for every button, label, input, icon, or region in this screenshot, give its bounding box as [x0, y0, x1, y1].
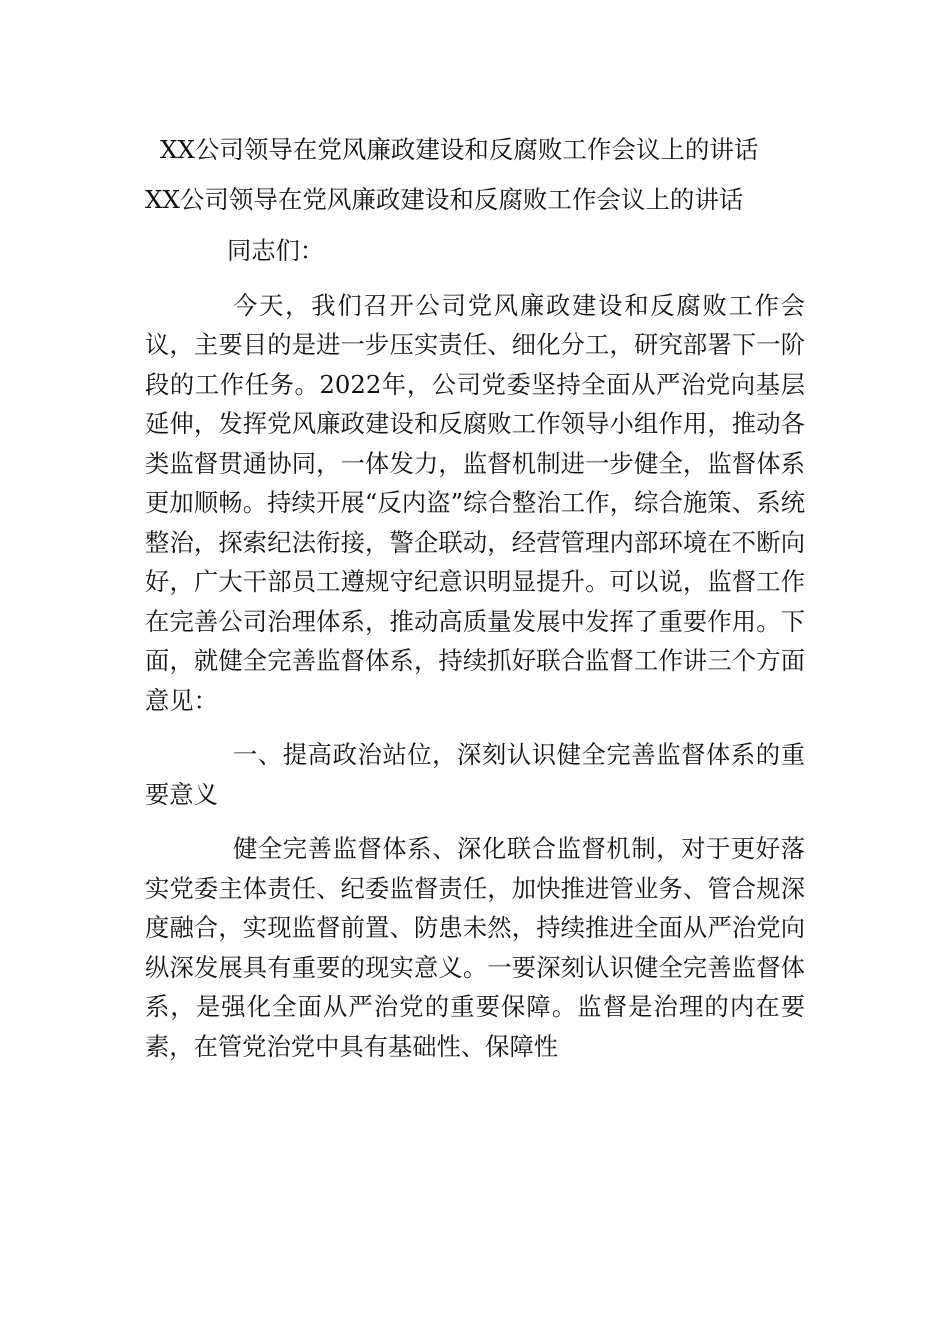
- document-title-line-1: XX公司领导在党风廉政建设和反腐败工作会议上的讲话: [160, 135, 759, 164]
- greeting: 同志们：: [227, 236, 325, 265]
- document-title-line-2: XX公司领导在党风廉政建设和反腐败工作会议上的讲话: [145, 185, 744, 214]
- paragraph-1: 今天，我们召开公司党风廉政建设和反腐败工作会议，主要目的是进一步压实责任、细化分工，研究部署下一阶段的工作任务。2022年，公司党委坚持全面从严治党向基层延伸，发挥党风廉政建设和反腐败工作领导小组作用，推动各类监督贯通协同，一体发力，监督机制进一步健全，监督体系更加顺畅。持续开展“反内盗”综合整治工作，综合施策、系统整治，探索纪法衔接，警企联动，经营管理内部环境在不断向好，广大干部员工遵规守纪意识明显提升。可以说，监督工作在完善公司治理体系，推动高质量发展中发挥了重要作用。下面，就健全完善监督体系，持续抓好联合监督工作讲三个方面意见：: [145, 290, 805, 715]
- document-body: [145, 231, 805, 1081]
- paragraph-2: 健全完善监督体系、深化联合监督机制，对于更好落实党委主体责任、纪委监督责任，加快推进管业务、管合规深度融合，实现监督前置、防患未然，持续推进全面从严治党向纵深发展具有重要的现实意义。一要深刻认识健全完善监督体系，是强化全面从严治党的重要保障。监督是治理的内在要素，在管党治党中具有基础性、保障性: [145, 834, 805, 1061]
- section-heading-1: 一、提高政治站位，深刻认识健全完善监督体系的重要意义: [145, 740, 805, 809]
